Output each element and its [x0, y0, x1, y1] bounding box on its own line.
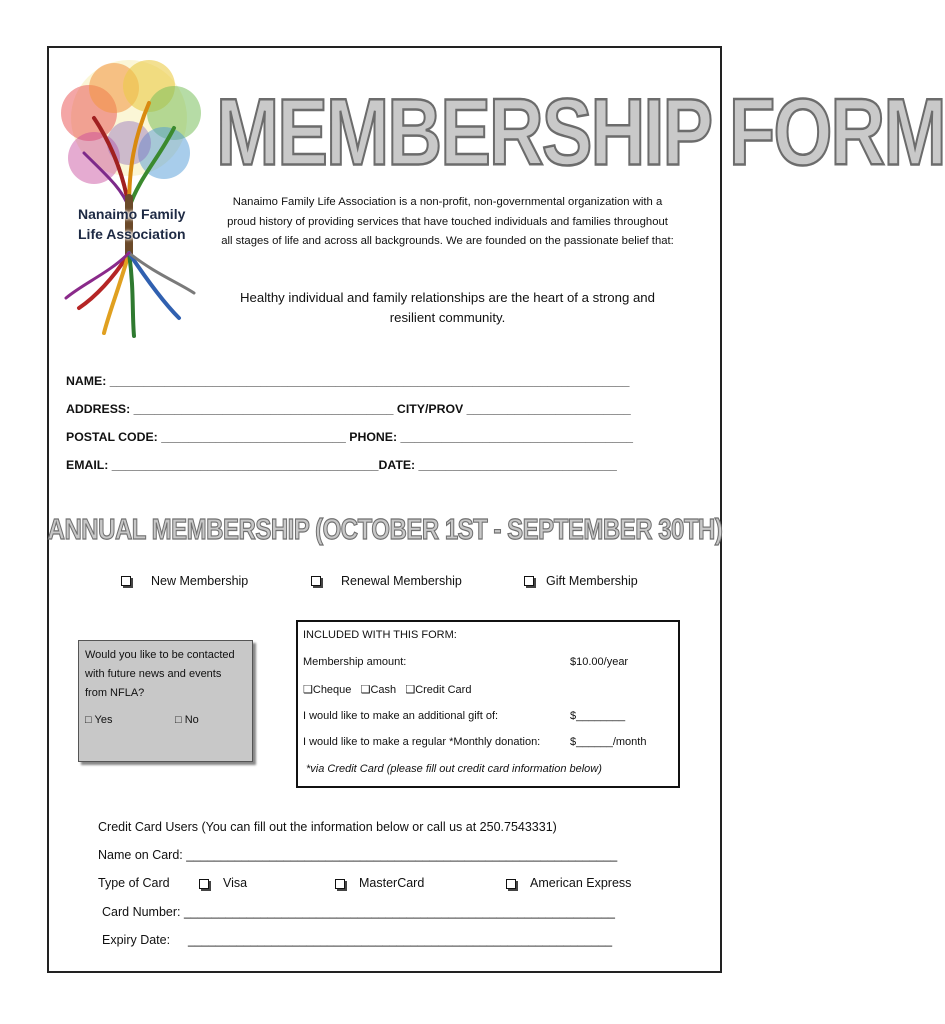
payment-methods: [303, 683, 471, 696]
tagline: Healthy individual and family relationships are the heart of a strong and resilient community.: [240, 290, 655, 325]
checkbox-icon[interactable]: [311, 576, 321, 586]
checkbox-icon[interactable]: [199, 879, 209, 889]
expiry-date-label: Expiry Date:: [102, 933, 171, 947]
payment-credit-card-label: Credit Card: [415, 684, 472, 696]
name-on-card-field[interactable]: Name on Card: ______________________________________________________________: [98, 848, 618, 862]
intro-paragraph: Nanaimo Family Life Association is a non-profit, non-governmental organization with a proud history of providing services that have touched individuals and families throughout all stages of life and across all backgrounds. We are founded on the passionate belief that:: [221, 196, 674, 247]
option-label: Renewal Membership: [341, 574, 462, 588]
contact-no-option[interactable]: [175, 711, 199, 730]
monthly-donation-label: I would like to make a regular *Monthly donation:: [303, 736, 541, 748]
membership-period-title: ANNUAL MEMBERSHIP (OCTOBER 1ST - SEPTEMBER 30TH): [47, 514, 723, 547]
contact-question: Would you like to be contacted with future news and events from NFLA?: [85, 649, 235, 699]
option-label: New Membership: [151, 574, 249, 588]
amex-label: American Express: [530, 876, 632, 890]
membership-amount-label: Membership amount:: [303, 656, 407, 668]
address-field[interactable]: ADDRESS: ______________________________________ CITY/PROV ________________________: [66, 402, 631, 416]
no-label: No: [184, 714, 199, 726]
credit-card-note: *via Credit Card (please fill out credit card information below): [306, 763, 602, 775]
membership-amount-value: $10.00/year: [570, 656, 629, 668]
contact-preference-box: [78, 640, 253, 762]
checkbox-icon[interactable]: [506, 879, 516, 889]
name-field[interactable]: NAME: ____________________________________________________________________________: [66, 374, 630, 388]
amex-option[interactable]: [506, 876, 631, 890]
new-membership-option[interactable]: [121, 574, 248, 588]
small-box-icon[interactable]: □: [175, 714, 182, 726]
option-label: Gift Membership: [546, 574, 638, 588]
form-title: MEMBERSHIP FORM: [216, 79, 945, 186]
payment-cheque-label: Cheque: [312, 684, 352, 696]
contact-yes-option[interactable]: [85, 711, 112, 730]
checkbox-icon[interactable]: [524, 576, 534, 586]
included-with-form-box: [296, 620, 680, 788]
checkbox-icon[interactable]: ❑: [405, 684, 416, 696]
gift-membership-option[interactable]: [524, 574, 638, 588]
additional-gift-field[interactable]: $________: [570, 710, 626, 722]
visa-label: Visa: [223, 876, 248, 890]
payment-cash-label: Cash: [370, 684, 397, 696]
yes-label: Yes: [94, 714, 113, 726]
checkbox-icon[interactable]: ❑: [303, 684, 313, 696]
checkbox-icon[interactable]: [335, 879, 345, 889]
logo-text-line-1: Nanaimo Family: [78, 206, 186, 222]
monthly-donation-field[interactable]: $______/month: [570, 736, 647, 748]
visa-option[interactable]: [199, 876, 247, 890]
included-heading: INCLUDED WITH THIS FORM:: [303, 629, 457, 641]
renewal-membership-option[interactable]: [311, 574, 462, 588]
mastercard-option[interactable]: [335, 876, 424, 890]
logo-text-line-2: Life Association: [78, 226, 186, 242]
expiry-date-field[interactable]: _____________________________________________________________: [188, 933, 613, 947]
logo-wordmark: [78, 204, 186, 244]
email-date-field[interactable]: EMAIL: _______________________________________DATE: _____________________________: [66, 458, 617, 472]
checkbox-icon[interactable]: [121, 576, 131, 586]
additional-gift-label: I would like to make an additional gift of:: [303, 710, 499, 722]
checkbox-icon[interactable]: ❑: [360, 684, 371, 696]
card-type-label: Type of Card: [98, 876, 170, 890]
postal-phone-field[interactable]: POSTAL CODE: ___________________________ PHONE: __________________________________: [66, 430, 634, 444]
credit-card-heading: Credit Card Users (You can fill out the information below or call us at 250.7543331): [98, 820, 557, 834]
small-box-icon[interactable]: □: [85, 714, 92, 726]
mastercard-label: MasterCard: [359, 876, 425, 890]
tree-logo-icon: [54, 58, 204, 340]
card-number-field[interactable]: Card Number: ______________________________________________________________: [102, 905, 615, 919]
